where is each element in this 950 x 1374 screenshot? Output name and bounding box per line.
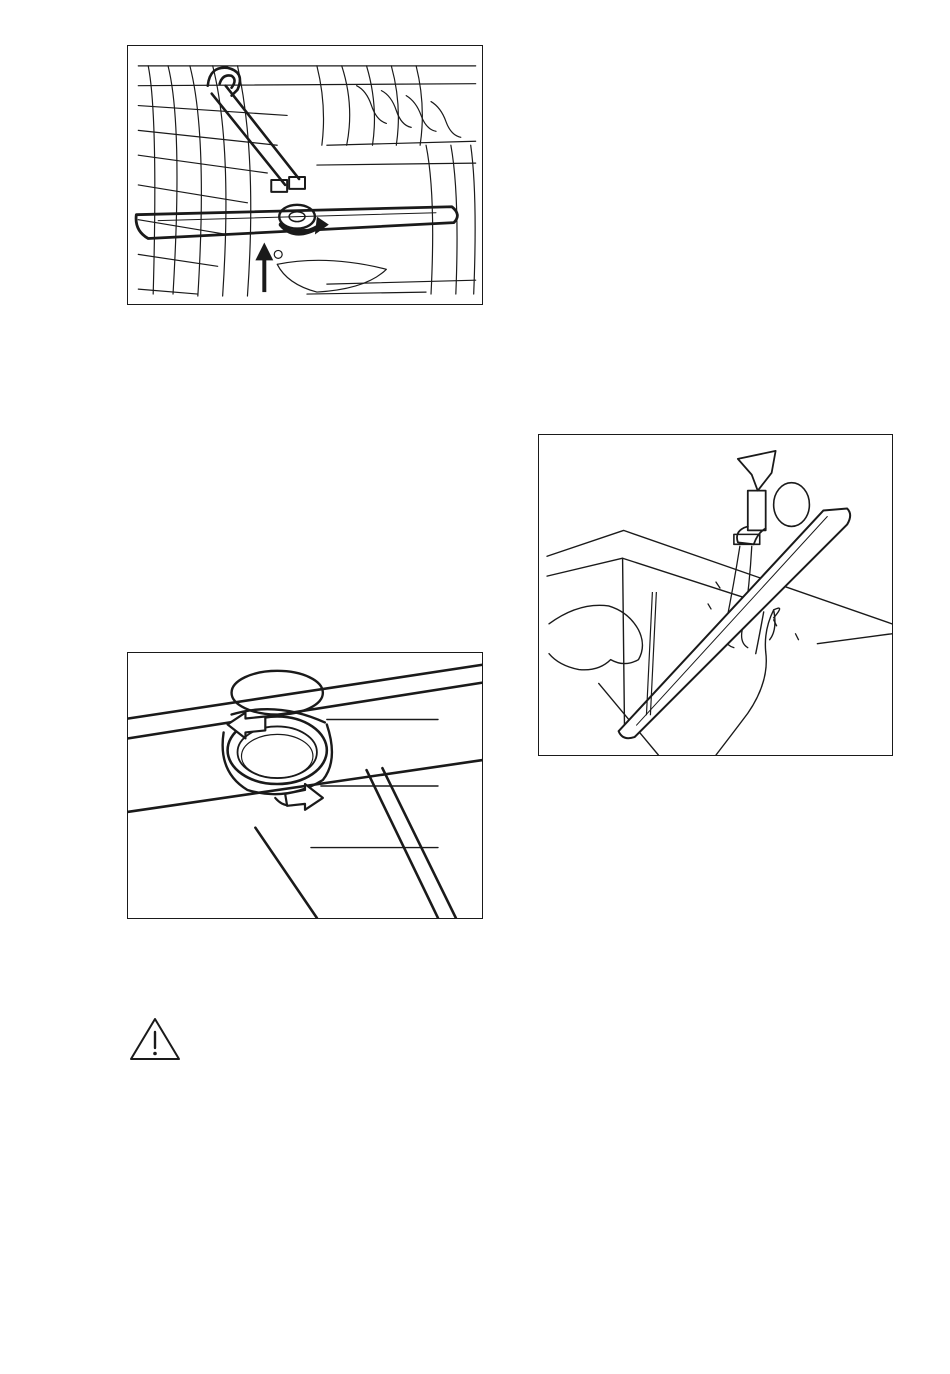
up-arrow-icon (255, 242, 282, 292)
rotate-arrow-icon (271, 177, 329, 235)
rack-icon (128, 46, 482, 304)
figure-upper-spray-arm (127, 45, 483, 305)
tap-icon (734, 451, 810, 544)
figure-cleaning-spray-arm (538, 434, 893, 756)
figure-locking-nut (127, 652, 483, 919)
warning-triangle-icon (129, 1016, 181, 1062)
rack-wires (138, 66, 475, 296)
